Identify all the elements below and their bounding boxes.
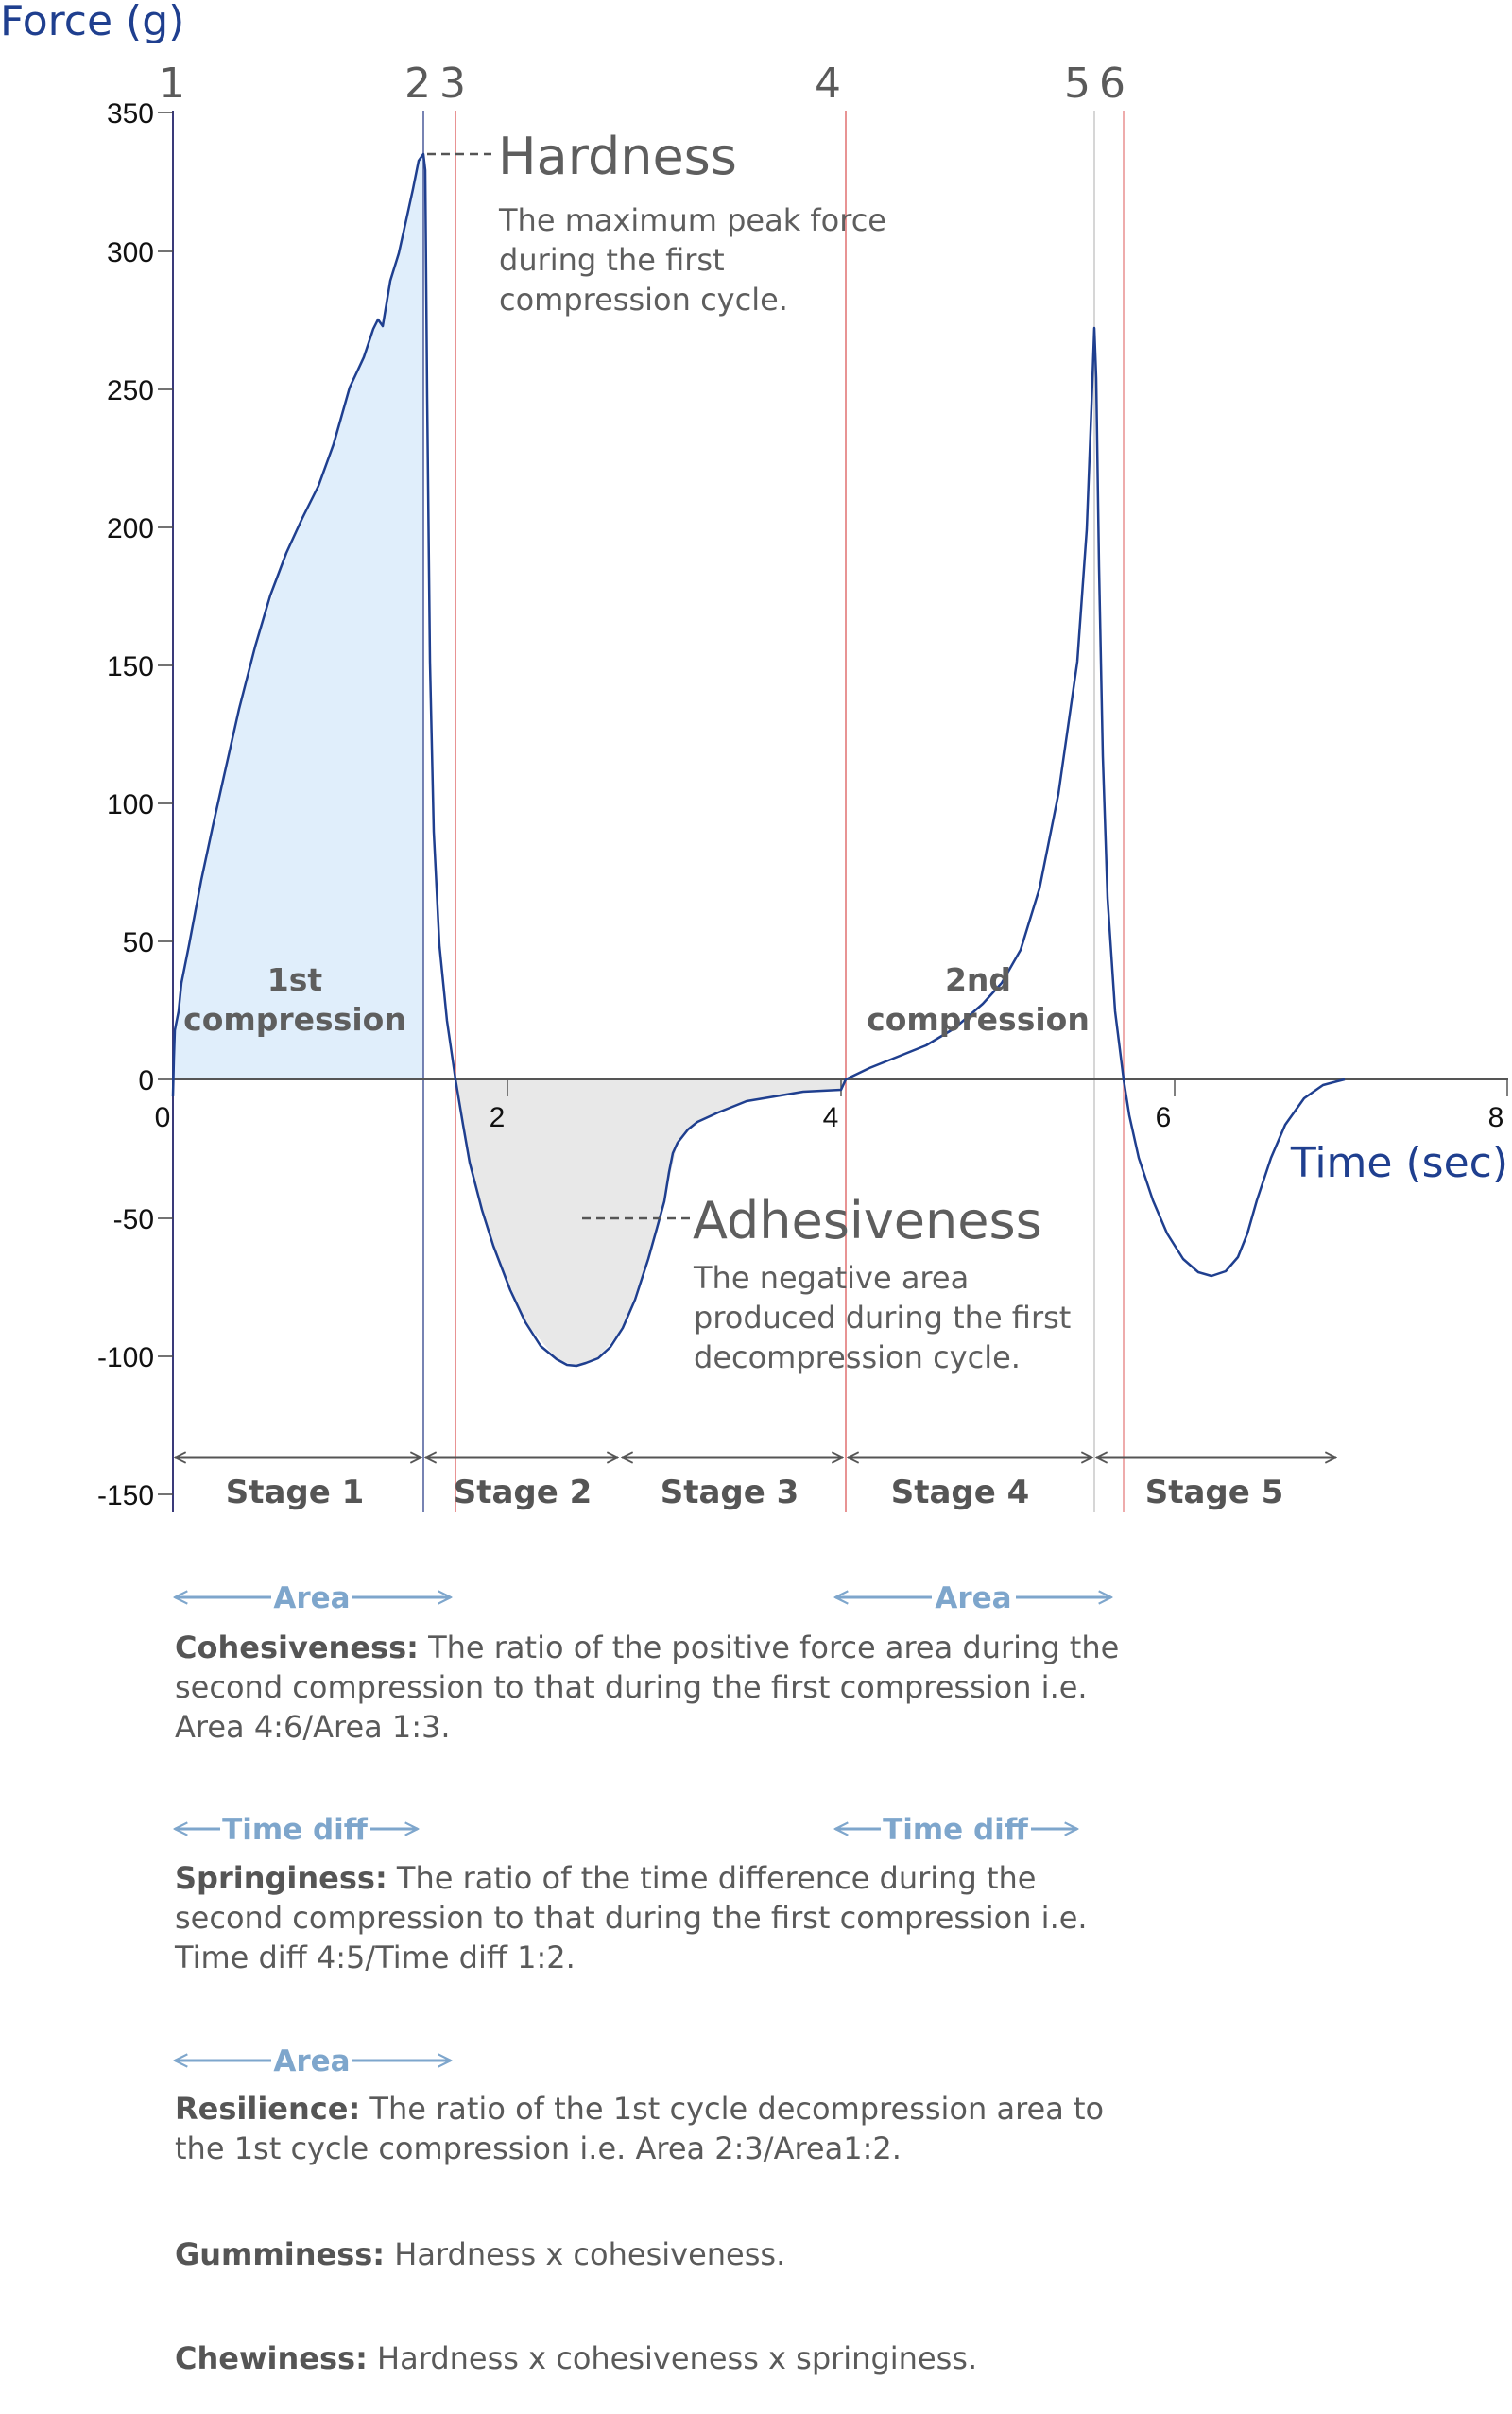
definition-chewiness: [175, 2338, 1309, 2378]
stage-5-label: Stage 5: [1144, 1474, 1284, 1511]
marker-label-3: 3: [439, 60, 466, 108]
marker-label-6: 6: [1099, 60, 1125, 108]
definition-cohesiveness-text: The ratio of the positive force area during the second compression to that during the first compression i.e. Area 4:6/Area 1:3.: [175, 1629, 1120, 1745]
marker-label-4: 4: [815, 60, 841, 108]
cohesiveness-area-indicator-1: [175, 1581, 451, 1615]
x-tick-8: 8: [1487, 1102, 1504, 1133]
y-axis-tick-labels: [97, 98, 154, 1511]
x-axis-title: Time (sec): [1290, 1139, 1508, 1187]
hardness-desc-line2: during the first: [499, 242, 725, 278]
x-tick-4: 4: [822, 1102, 839, 1133]
y-tick-0: 0: [138, 1065, 154, 1096]
cohesiveness-area-label-1: Area: [273, 1581, 351, 1615]
y-axis-ticks: [158, 112, 173, 1494]
x-tick-6: 6: [1155, 1102, 1172, 1133]
y-tick-minus150: -150: [96, 1480, 154, 1511]
definition-chewiness-term: Chewiness:: [175, 2340, 368, 2376]
definition-springiness-text: The ratio of the time difference during the second compression to that during the first compression i.e. Time diff 4:5/Time diff 1:2.: [175, 1860, 1088, 1975]
hardness-desc-line1: The maximum peak force: [499, 202, 886, 238]
definition-springiness-term: Springiness:: [175, 1860, 387, 1896]
springiness-timediff-label-1: Time diff: [222, 1813, 368, 1847]
adhesiveness-desc-line1: The negative area: [694, 1260, 970, 1296]
cohesiveness-area-indicator-2: [835, 1581, 1111, 1615]
y-tick-300: 300: [106, 237, 154, 268]
adhesiveness-desc-line3: decompression cycle.: [694, 1339, 1021, 1375]
hardness-desc-line3: compression cycle.: [499, 282, 788, 318]
y-axis-title: Force (g): [0, 0, 185, 45]
adhesiveness-desc-line2: produced during the first: [694, 1300, 1072, 1336]
y-tick-minus100: -100: [96, 1342, 154, 1373]
first-compression-area: [173, 154, 423, 1079]
second-compression-label-line1: 2nd: [944, 961, 1012, 998]
cohesiveness-area-label-2: Area: [935, 1581, 1012, 1615]
springiness-timediff-indicator-1: [175, 1813, 418, 1847]
definition-gumminess-term: Gumminess:: [175, 2236, 386, 2272]
adhesiveness-title: Adhesiveness: [693, 1191, 1042, 1250]
y-tick-200: 200: [106, 513, 154, 544]
first-compression-label-line1: 1st: [266, 961, 323, 998]
stage-3-label: Stage 3: [660, 1474, 799, 1511]
marker-label-5: 5: [1064, 60, 1091, 108]
resilience-area-indicator: [175, 2044, 451, 2078]
springiness-timediff-label-2: Time diff: [883, 1813, 1028, 1847]
y-tick-350: 350: [106, 98, 154, 129]
definition-chewiness-text: Hardness x cohesiveness x springiness.: [367, 2340, 978, 2376]
definition-springiness: [175, 1858, 1120, 1977]
y-tick-250: 250: [106, 375, 154, 406]
marker-label-1: 1: [159, 60, 185, 108]
definition-cohesiveness: [175, 1628, 1120, 1747]
y-tick-minus50: -50: [112, 1204, 154, 1235]
x-tick-2: 2: [489, 1102, 506, 1133]
hardness-title: Hardness: [498, 127, 737, 186]
stage-2-label: Stage 2: [453, 1474, 593, 1511]
definition-gumminess: [175, 2234, 1309, 2274]
x-tick-0: 0: [154, 1102, 171, 1133]
definition-resilience-text: The ratio of the 1st cycle decompression area to the 1st cycle compression i.e. Area 2:3/Area1:2.: [175, 2091, 1105, 2166]
stage-4-label: Stage 4: [890, 1474, 1030, 1511]
springiness-timediff-indicator-2: [835, 1813, 1077, 1847]
stage-1-label: Stage 1: [225, 1474, 365, 1511]
y-tick-150: 150: [106, 651, 154, 682]
x-axis-tick-labels: [155, 1102, 1504, 1133]
y-tick-50: 50: [122, 927, 154, 958]
definition-gumminess-text: Hardness x cohesiveness.: [385, 2236, 786, 2272]
definition-cohesiveness-term: Cohesiveness:: [175, 1629, 419, 1665]
definition-resilience-term: Resilience:: [175, 2091, 361, 2127]
first-compression-label-line2: compression: [183, 1001, 406, 1038]
resilience-area-label: Area: [273, 2044, 351, 2078]
marker-label-2: 2: [404, 60, 431, 108]
second-compression-label-line2: compression: [867, 1001, 1090, 1038]
definition-resilience: [175, 2089, 1120, 2168]
y-tick-100: 100: [106, 789, 154, 820]
